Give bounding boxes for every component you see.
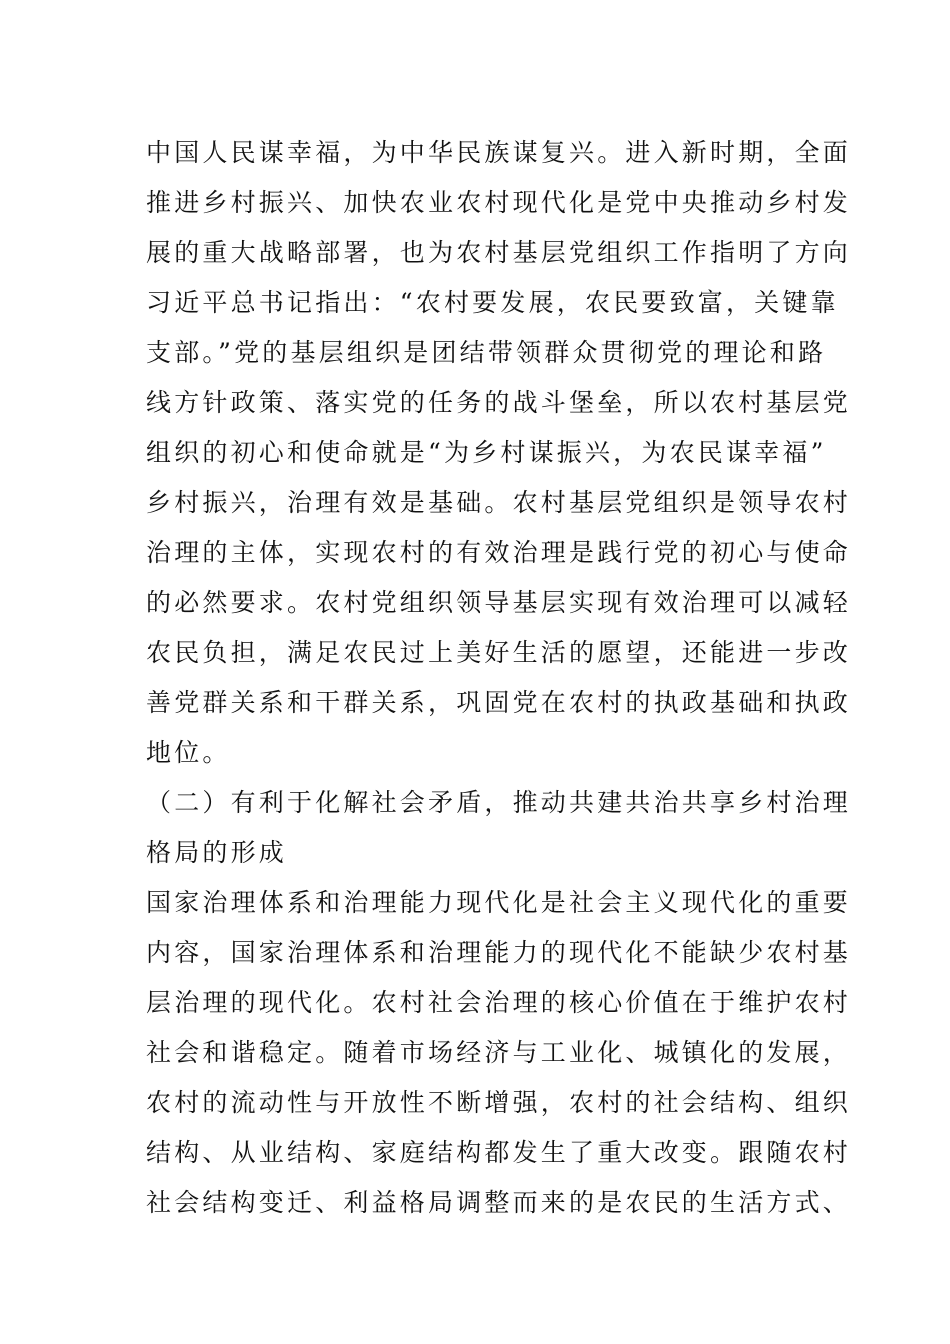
- text-line: 支部。”党的基层组织是团结带领群众贯彻党的理论和路: [146, 338, 827, 367]
- text-line: 层治理的现代化。农村社会治理的核心价值在于维护农村: [146, 988, 852, 1017]
- text-line: 社会和谐稳定。随着市场经济与工业化、城镇化的发展，: [146, 1038, 852, 1067]
- text-line: 治理的主体，实现农村的有效治理是践行党的初心与使命: [146, 538, 852, 567]
- text-line: 乡村振兴，治理有效是基础。农村基层党组织是领导农村: [146, 488, 852, 517]
- text-line: 结构、从业结构、家庭结构都发生了重大改变。跟随农村: [146, 1138, 852, 1167]
- text-line: 中国人民谋幸福，为中华民族谋复兴。进入新时期，全面: [146, 138, 852, 167]
- text-line: 的必然要求。农村党组织领导基层实现有效治理可以减轻: [146, 588, 852, 617]
- text-line: 组织的初心和使命就是“为乡村谋振兴，为农民谋幸福”: [146, 438, 827, 467]
- section-heading: （二）有利于化解社会矛盾，推动共建共治共享乡村治理: [146, 788, 852, 817]
- text-line: 农民负担，满足农民过上美好生活的愿望，还能进一步改: [146, 638, 852, 667]
- text-line: 习近平总书记指出：“农村要发展，农民要致富，关键靠: [146, 288, 839, 317]
- text-line: 农村的流动性与开放性不断增强，农村的社会结构、组织: [146, 1088, 852, 1117]
- text-line: 国家治理体系和治理能力现代化是社会主义现代化的重要: [146, 888, 852, 917]
- text-line: 推进乡村振兴、加快农业农村现代化是党中央推动乡村发: [146, 188, 852, 217]
- text-line: 展的重大战略部署，也为农村基层党组织工作指明了方向: [146, 238, 852, 267]
- text-line: 线方针政策、落实党的任务的战斗堡垒，所以农村基层党: [146, 388, 852, 417]
- text-line: 善党群关系和干群关系，巩固党在农村的执政基础和执政: [146, 688, 852, 717]
- text-line: 社会结构变迁、利益格局调整而来的是农民的生活方式、: [146, 1188, 852, 1217]
- section-heading: 格局的形成: [146, 838, 288, 867]
- text-line: 内容，国家治理体系和治理能力的现代化不能缺少农村基: [146, 938, 852, 967]
- body-text: [146, 128, 852, 1228]
- text-line: 地位。: [146, 738, 231, 767]
